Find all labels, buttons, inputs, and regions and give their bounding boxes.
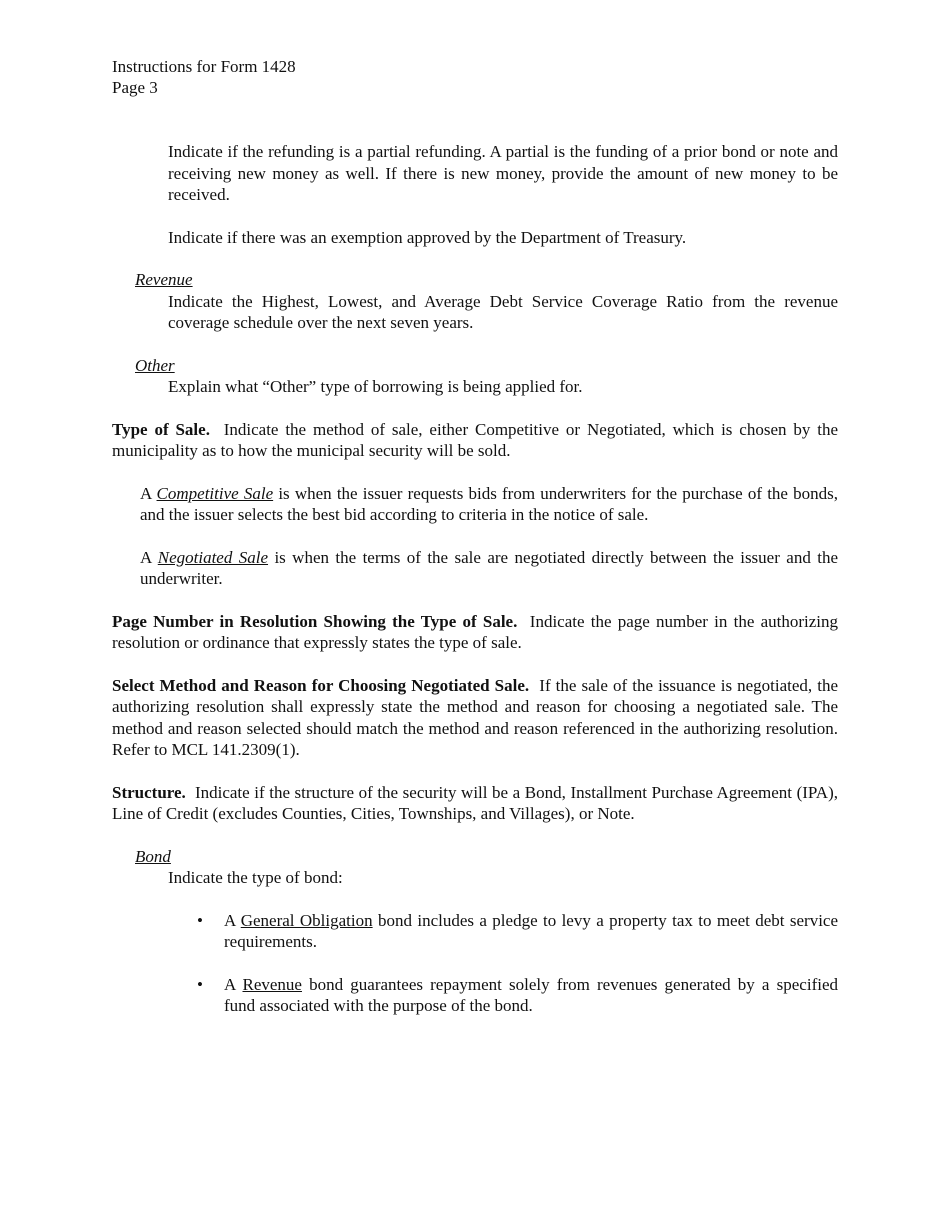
select-method-heading: Select Method and Reason for Choosing Negotiated Sale. <box>112 675 530 695</box>
page-number-section <box>112 611 838 654</box>
competitive-sale-term: Competitive Sale <box>156 483 274 503</box>
negotiated-sale-paragraph <box>140 547 838 590</box>
partial-refunding-paragraph: Indicate if the refunding is a partial refunding. A partial is the funding of a prior bond or note and receiving new money as well. If there is new money, provide the amount of new money to be received. <box>168 142 838 204</box>
page-number-text: Indicate the page number in the authorizing resolution or ordinance that expressly states the type of sale. <box>112 611 839 652</box>
bullet-icon: • <box>197 910 203 930</box>
other-paragraph: Explain what “Other” type of borrowing is being applied for. <box>168 377 583 396</box>
type-of-sale-text: Indicate the method of sale, either Competitive or Negotiated, which is chosen by the municipality as to how the municipal security will be sold. <box>112 419 838 460</box>
general-obligation-text: bond includes a pledge to levy a property tax to meet debt service requirements. <box>224 910 839 951</box>
type-of-sale-section <box>112 419 838 462</box>
select-method-section <box>112 675 838 761</box>
select-method-text: If the sale of the issuance is negotiated, the authorizing resolution shall expressly state the method and reason for choosing a negotiated sale. The method and reason selected should match the method and reason referenced in the authorizing resolution. Refer to MCL 141.2309(1). <box>112 675 839 759</box>
list-item <box>197 910 839 953</box>
document-body <box>112 141 838 1017</box>
negotiated-prefix: A <box>140 547 152 567</box>
revenue-bond-text: bond guarantees repayment solely from revenues generated by a specified fund associated with the purpose of the bond. <box>224 974 838 1015</box>
revenue-bond-term: Revenue <box>242 974 302 994</box>
exemption-paragraph: Indicate if there was an exemption approved by the Department of Treasury. <box>168 227 687 247</box>
negotiated-sale-term: Negotiated Sale <box>157 547 269 567</box>
competitive-prefix: A <box>140 483 152 503</box>
type-of-sale-heading: Type of Sale. <box>112 419 210 439</box>
general-obligation-term: General Obligation <box>240 910 373 930</box>
negotiated-sale-text: is when the terms of the sale are negotiated directly between the issuer and the underwriter. <box>140 547 839 588</box>
list-item <box>197 974 838 1017</box>
document-title: Instructions for Form 1428 <box>112 57 296 76</box>
bond-prefix: A <box>224 974 236 994</box>
bond-intro: Indicate the type of bond: <box>168 868 343 887</box>
competitive-sale-paragraph <box>140 483 838 526</box>
bond-type-list <box>112 910 838 1017</box>
revenue-paragraph: Indicate the Highest, Lowest, and Average Debt Service Coverage Ratio from the revenue coverage schedule over the next seven years. <box>168 291 838 332</box>
other-heading: Other <box>135 355 175 375</box>
bullet-icon: • <box>197 974 203 994</box>
structure-heading: Structure. <box>112 782 186 802</box>
bond-prefix: A <box>224 910 236 930</box>
page-header <box>112 56 296 98</box>
competitive-sale-text: is when the issuer requests bids from underwriters for the purchase of the bonds, and the issuer selects the best bid according to criteria in the notice of sale. <box>140 483 839 524</box>
bond-heading: Bond <box>135 846 171 866</box>
structure-section <box>112 782 838 825</box>
page-number-heading: Page Number in Resolution Showing the Type of Sale. <box>112 611 518 631</box>
revenue-heading: Revenue <box>135 270 193 289</box>
page-number: Page 3 <box>112 78 158 97</box>
structure-text: Indicate if the structure of the security will be a Bond, Installment Purchase Agreement (IPA), Line of Credit (excludes Counties, Cities, Townships, and Villages), or Note. <box>112 782 838 823</box>
